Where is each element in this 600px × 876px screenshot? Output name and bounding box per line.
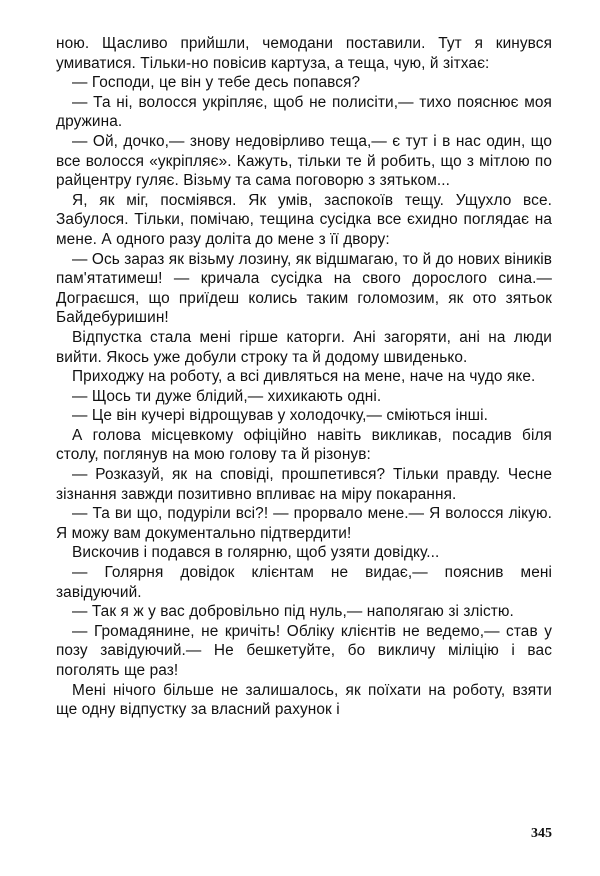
paragraph-7: Відпустка стала мені гірше каторги. Ані загоряти, ані на люди вийти. Якось уже добули строку та й додому швиденько.	[56, 328, 552, 366]
paragraph-4: — Ой, дочко,— знову недовірливо теща,— є тут і в нас один, що все волосся «укріпляє». Кажуть, тільки те й робить, що з мітлою по райцентру гуляє. Візьму та сама поговорю з зятьком...	[56, 132, 552, 190]
paragraph-5: Я, як міг, посміявся. Як умів, заспокоїв тещу. Ущухло все. Забулося. Тільки, помічаю, тещина сусідка все єхидно поглядає на мене. А одного разу доліта до мене з її двору:	[56, 191, 552, 248]
paragraph-8: Приходжу на роботу, а всі дивляться на мене, наче на чудо яке.	[72, 368, 536, 386]
paragraph-6: — Ось зараз як візьму лозину, як відшмагаю, то й до нових віників пам'ятатимеш! — кричала сусідка на свого дорослого сина.— Дограєшся, що приїдеш колись таким голомозим, як ото зятьок Байдебуришин!	[56, 250, 552, 327]
paragraph-1: ною. Щасливо прийшли, чемодани поставили. Тут я кинувся умиватися. Тільки-но повісив картуза, а теща, чую, й зітхає:	[56, 35, 552, 72]
paragraph-16: — Так я ж у вас добровільно під нуль,— наполягаю зі злістю.	[72, 603, 514, 621]
paragraph-13: — Та ви що, подуріли всі?! — прорвало мене.— Я волосся лікую. Я можу вам документально підтвердити!	[56, 505, 552, 542]
paragraph-3: — Та ні, волосся укріпляє, щоб не полисіти,— тихо пояснює моя дружина.	[56, 93, 552, 131]
paragraph-17: — Громадянине, не кричіть! Обліку клієнтів не ведемо,— став у позу завідуючий.— Не бешкетуйте, бо викличу міліцію і вас поголять ще раз!	[56, 622, 552, 679]
paragraph-12: — Розказуй, як на сповіді, прошпетився? Тільки правду. Чесне зізнання завжди позитивно впливає на міру покарання.	[56, 466, 552, 503]
paragraph-9: — Щось ти дуже блідий,— хихикають одні.	[72, 387, 382, 405]
paragraph-10: — Це він кучері відрощував у холодочку,— сміються інші.	[72, 407, 488, 425]
page-number: 345	[531, 826, 552, 841]
paragraph-18: Мені нічого більше не залишалось, як поїхати на роботу, взяти ще одну відпустку за власний рахунок і	[56, 681, 552, 719]
paragraph-15: — Голярня довідок клієнтам не видає,— пояснив мені завідуючий.	[56, 564, 552, 601]
paragraph-11: А голова місцевкому офіційно навіть викликав, посадив біля столу, поглянув на мою голову та й різонув:	[56, 426, 552, 464]
book-page-text	[56, 34, 552, 720]
paragraph-14: Вискочив і подався в голярню, щоб узяти довідку...	[72, 544, 440, 562]
paragraph-2: — Господи, це він у тебе десь попався?	[72, 74, 361, 92]
